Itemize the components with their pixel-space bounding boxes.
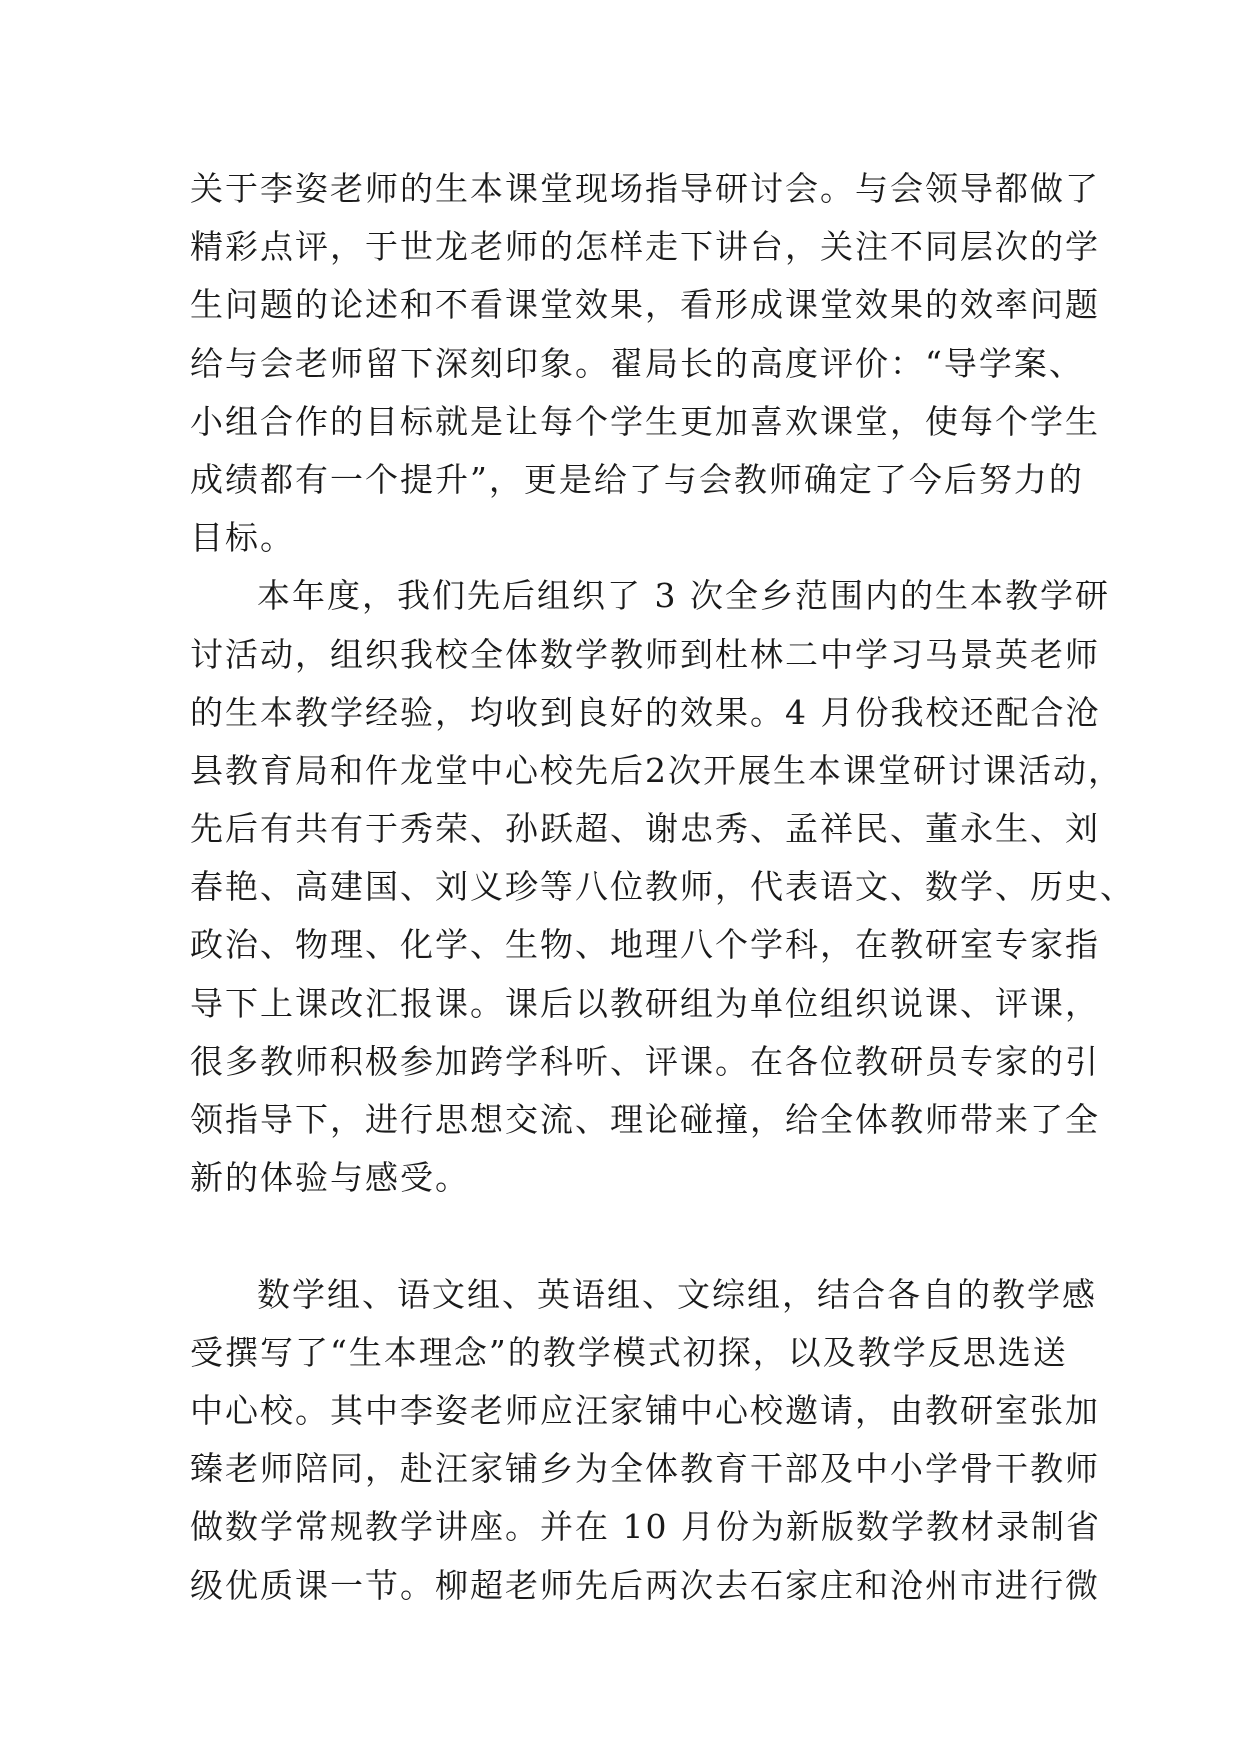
text-line <box>190 1207 1070 1265</box>
text-line: 县教育局和仵龙堂中心校先后2次开展生本课堂研讨课活动， <box>190 750 1123 790</box>
text-line: 成绩都有一个提升”，更是给了与会教师确定了今后努力的 <box>190 459 1084 499</box>
text-line: 政治、物理、化学、生物、地理八个学科，在教研室专家指 <box>190 925 1100 965</box>
text-line: 小组合作的目标就是让每个学生更加喜欢课堂，使每个学生 <box>190 401 1100 441</box>
text-line: 领指导下，进行思想交流、理论碰撞，给全体教师带来了全 <box>190 1100 1100 1139</box>
text-line: 很多教师积极参加跨学科听、评课。在各位教研员专家的引 <box>190 1041 1100 1081</box>
text-line: 级优质课一节。柳超老师先后两次去石家庄和沧州市进行微 <box>190 1565 1100 1605</box>
text-line: 目标。 <box>190 518 295 558</box>
text-line: 本年度，我们先后组织了 3 次全乡范围内的生本教学研 <box>257 576 1110 616</box>
paragraph-1 <box>190 160 1100 567</box>
paragraph-3 <box>190 1266 1101 1615</box>
text-line: 关于李姿老师的生本课堂现场指导研讨会。与会领导都做了 <box>190 169 1100 208</box>
text-line: 做数学常规教学讲座。并在 10 月份为新版数学教材录制省 <box>190 1507 1101 1547</box>
text-line: 的生本教学经验，均收到良好的效果。4 月份我校还配合沧 <box>190 692 1101 732</box>
text-line: 受撰写了“生本理念”的教学模式初探，以及教学反思选送 <box>190 1332 1068 1372</box>
text-line: 精彩点评，于世龙老师的怎样走下讲台，关注不同层次的学 <box>190 227 1100 267</box>
text-line: 新的体验与感受。 <box>190 1158 470 1198</box>
text-line: 生问题的论述和不看课堂效果，看形成课堂效果的效率问题 <box>190 285 1100 325</box>
text-line: 先后有共有于秀荣、孙跃超、谢忠秀、孟祥民、董永生、刘 <box>190 809 1100 849</box>
body-text <box>190 160 1135 1615</box>
paragraph-2 <box>190 567 1135 1265</box>
text-line: 数学组、语文组、英语组、文综组，结合各自的教学感 <box>257 1274 1097 1314</box>
text-line: 臻老师陪同，赴汪家铺乡为全体教育干部及中小学骨干教师 <box>190 1449 1100 1489</box>
text-line: 导下上课改汇报课。课后以教研组为单位组织说课、评课， <box>190 983 1100 1023</box>
text-line: 春艳、高建国、刘义珍等八位教师，代表语文、数学、历史、 <box>190 867 1135 907</box>
text-line: 给与会老师留下深刻印象。翟局长的高度评价：“导学案、 <box>190 343 1084 383</box>
text-line: 讨活动，组织我校全体数学教师到杜林二中学习马景英老师 <box>190 634 1100 674</box>
text-line: 中心校。其中李姿老师应汪家铺中心校邀请，由教研室张加 <box>190 1390 1100 1430</box>
